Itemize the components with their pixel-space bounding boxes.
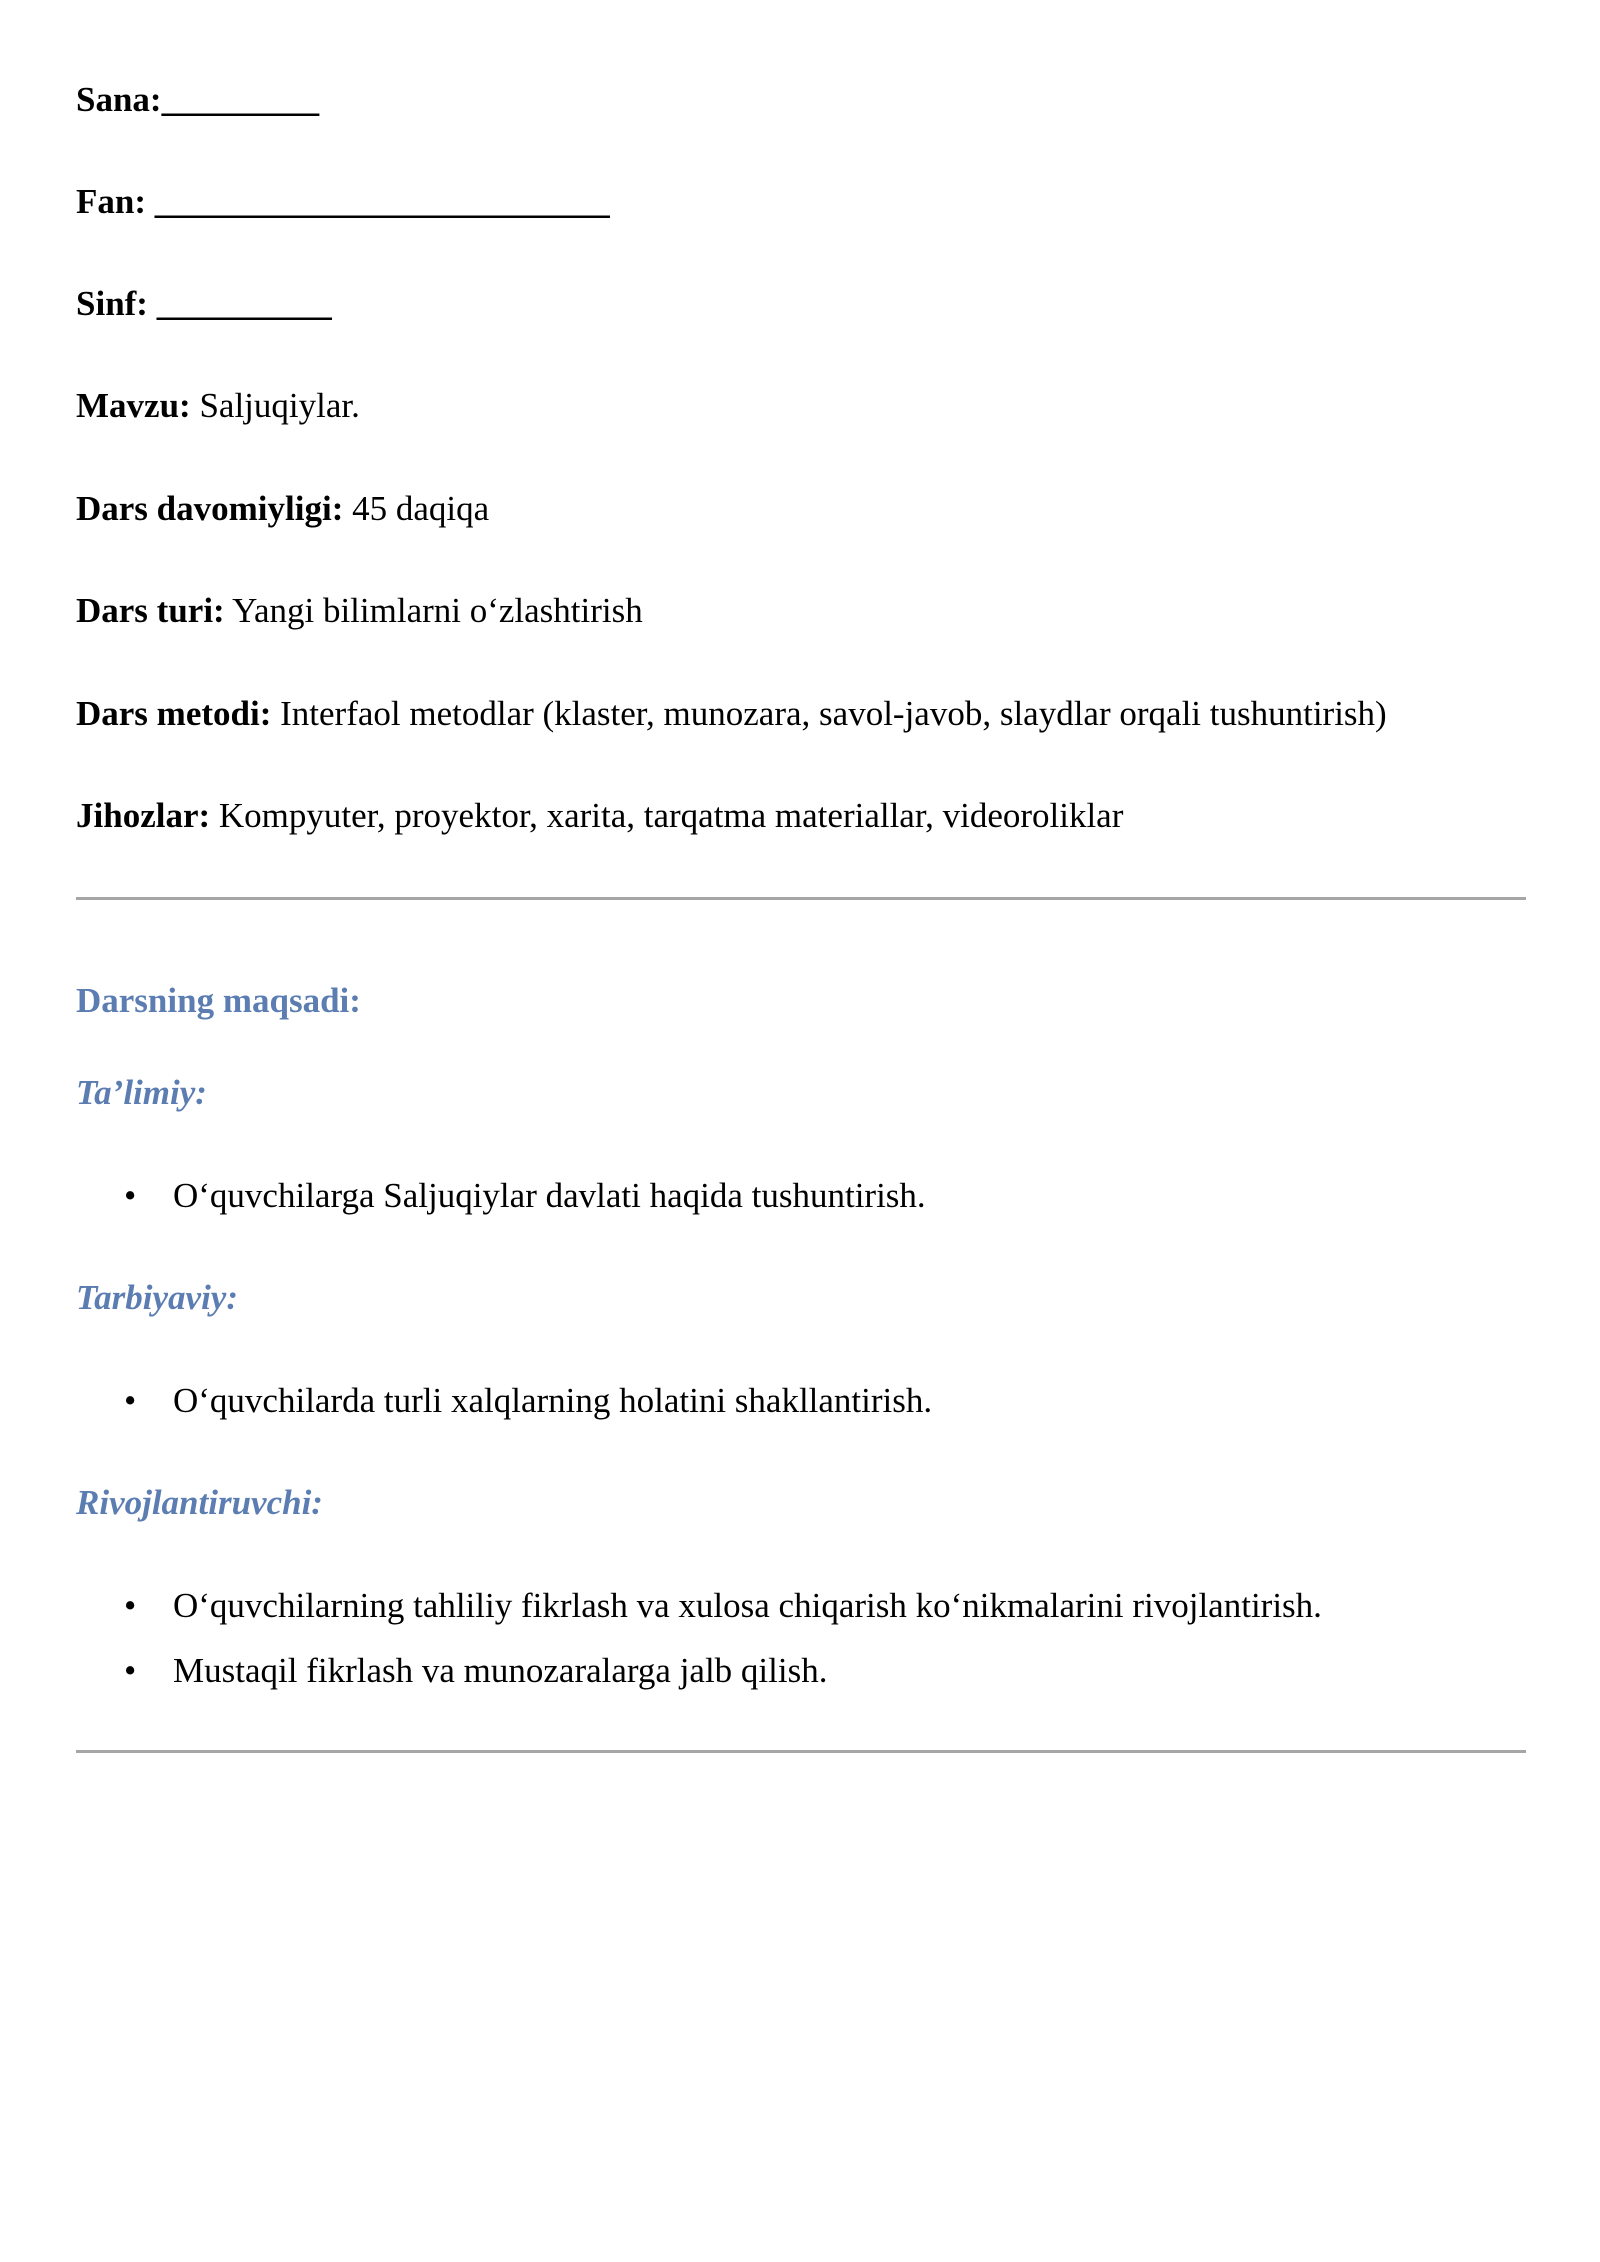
lesson-type-label: Dars turi: <box>76 591 225 630</box>
subject-blank: __________________________ <box>154 182 610 221</box>
equipment-value: Kompyuter, proyektor, xarita, tarqatma materiallar, videoroliklar <box>218 796 1124 835</box>
horizontal-rule-top <box>76 897 1526 900</box>
date-field <box>76 78 319 122</box>
topic-field <box>76 384 360 428</box>
method-field <box>76 692 1387 736</box>
date-label: Sana: <box>76 80 162 119</box>
method-value: Interfaol metodlar (klaster, munozara, savol-javob, slaydlar orqali tushuntirish) <box>280 694 1387 733</box>
duration-label: Dars davomiyligi: <box>76 489 344 528</box>
developmental-goal-heading: Rivojlantiruvchi: <box>76 1483 323 1522</box>
horizontal-rule-bottom <box>76 1750 1526 1753</box>
educational-goal-item: O‘quvchilarga Saljuqiylar davlati haqida tushuntirish. <box>173 1176 926 1215</box>
topic-label: Mavzu: <box>76 386 191 425</box>
duration-value: 45 daqiqa <box>352 489 490 528</box>
educational-goal-heading: Ta’limiy: <box>76 1073 207 1112</box>
subject-field <box>76 180 610 224</box>
equipment-field <box>76 794 1123 838</box>
developmental-goal-item-2: Mustaqil fikrlash va munozaralarga jalb qilish. <box>173 1651 828 1690</box>
bullet-icon: • <box>124 1586 137 1625</box>
developmental-goal-item-1: O‘quvchilarning tahliliy fikrlash va xulosa chiqarish ko‘nikmalarini rivojlantirish. <box>173 1586 1322 1625</box>
goals-title: Darsning maqsadi: <box>76 981 361 1020</box>
lesson-type-field <box>76 589 643 633</box>
subject-label: Fan: <box>76 182 146 221</box>
bullet-icon: • <box>124 1381 137 1420</box>
equipment-label: Jihozlar: <box>76 796 211 835</box>
upbringing-goal-heading: Tarbiyaviy: <box>76 1278 238 1317</box>
date-blank: _________ <box>161 80 320 119</box>
class-blank: __________ <box>156 284 332 323</box>
class-label: Sinf: <box>76 284 148 323</box>
upbringing-goal-item: O‘quvchilarda turli xalqlarning holatini shakllantirish. <box>173 1381 933 1420</box>
bullet-icon: • <box>124 1176 137 1215</box>
bullet-icon: • <box>124 1651 137 1690</box>
duration-field <box>76 487 489 531</box>
lesson-type-value: Yangi bilimlarni o‘zlashtirish <box>232 591 643 630</box>
method-label: Dars metodi: <box>76 694 272 733</box>
topic-value: Saljuqiylar. <box>199 386 360 425</box>
class-field <box>76 282 332 326</box>
